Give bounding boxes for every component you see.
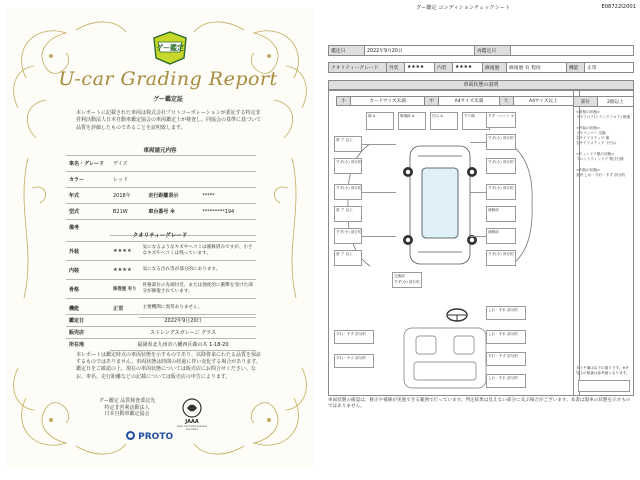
function-value: 正常 <box>110 299 139 318</box>
interior-label: 内装 <box>66 261 110 280</box>
table-row <box>66 188 256 204</box>
table-row <box>66 315 256 327</box>
table-row <box>337 97 574 106</box>
function-note: 主要機関に異常ありません。 <box>139 299 256 318</box>
damage-tag: すず(小) 部分的 <box>488 136 514 140</box>
sheet-id: E08722I2001 <box>601 4 636 10</box>
note-line: フロントウィンドウ 飛び石傷 <box>576 157 624 161</box>
goo-appraisal-logo <box>150 30 190 66</box>
leader-line <box>470 142 486 143</box>
right-notes <box>576 110 632 178</box>
damage-tag: しわ・すれ 部分的 <box>488 376 518 380</box>
damage-tag: すれ・すず 部分的 <box>488 354 518 358</box>
size-small-desc: カードサイズ未満 <box>351 97 425 106</box>
car-top-view-diagram <box>392 140 488 270</box>
leader-line <box>362 144 396 145</box>
note-line: リヤフロア(トランクフロア) 修復 <box>576 115 631 119</box>
interior-stars: ★★★★ <box>453 63 483 73</box>
leader-line <box>470 236 486 237</box>
function-label: 機能 <box>66 299 110 318</box>
damage-tag: すず(小) 部分的 <box>336 230 362 234</box>
date-table <box>328 45 634 56</box>
note-line: <外装の状態> <box>576 126 600 130</box>
certificate-footer-text: 本レポートは鑑定時点の車両状態を示すものであり、以降将来にわたる品質を保証するものではありません。車両状態は時間の経過に伴い変化する場合があります。鑑定日をご確認の上、現在の車両状態については販売店にお問合せください。なお、車名、走行距離などの記載については販売店の申告によります。 <box>76 352 262 380</box>
frame-value: 修復歴 有り <box>110 280 139 299</box>
reinspection-label: 再鑑定日 <box>475 46 511 56</box>
mileage-label: 走行距離表示 <box>145 188 199 204</box>
remarks-label: 備考 <box>66 220 110 236</box>
svg-text:グー鑑定: グー鑑定 <box>156 44 184 52</box>
chassis-label: 車台番号 ※ <box>145 204 199 220</box>
table-row <box>329 63 634 73</box>
table-row <box>329 46 634 56</box>
function-value: 正常 <box>585 63 634 73</box>
model-label: 型式 <box>66 204 110 220</box>
interior-label: 内装 <box>435 63 453 73</box>
table-row <box>66 339 256 351</box>
function-label: 機能 <box>567 63 585 73</box>
damage-tag: 交換部 <box>394 274 405 278</box>
table-row <box>66 280 256 299</box>
damage-tag: すず・ヘコミ 小 <box>488 114 515 118</box>
size-medium-desc: A4サイズ未満 <box>439 97 499 106</box>
leader-line <box>470 192 486 193</box>
frame-note: 骨格部位の先端付近、または強度的に衝撃を受けた部分が修復されています。 <box>139 280 256 299</box>
interior-stars: ★★★★ <box>110 261 139 280</box>
note-line: 室内 しわ・すれ・すず 部分的 <box>576 173 626 177</box>
quality-grade-table <box>66 241 256 318</box>
damage-tag: すり傷 <box>464 114 475 118</box>
jaaa-emblem <box>180 398 204 424</box>
damage-tag: しわ・すれ 部分的 <box>488 332 518 336</box>
proto-logo-text: PROTO <box>138 432 174 442</box>
note-line: リヤバンパー 交換 <box>576 131 606 135</box>
note-line: <骨格の状態> <box>576 110 600 114</box>
table-row <box>66 242 256 261</box>
certificate-subtitle: グー鑑定証 <box>152 96 183 103</box>
grade-table <box>328 62 634 73</box>
reinspection-value <box>511 46 634 56</box>
address-label: 所在地 <box>66 339 110 351</box>
repair-label: 修復歴 <box>483 63 507 73</box>
issuer-line: 日本自動車鑑定協会 <box>104 411 150 418</box>
inspection-date-value: 2022年9月20日 <box>110 315 256 327</box>
svg-text:JAAA: JAAA <box>185 419 199 424</box>
damage-tag: すず(小) 部分的 <box>394 280 420 284</box>
inspection-date-label: 鑑定日 <box>66 315 110 327</box>
quality-section-title: クオリティーグレード <box>132 233 188 239</box>
grade-label: クオリティーグレード <box>329 63 387 73</box>
leader-line <box>362 192 396 193</box>
color-value: レッド <box>110 172 256 188</box>
damage-tag: すれ・キズ 部分的 <box>336 356 366 360</box>
damage-tag: すず(小) 部分的 <box>336 186 362 190</box>
size-large-label: 大 <box>499 97 513 106</box>
leader-line <box>362 236 396 237</box>
size-medium-label: 中 <box>425 97 439 106</box>
damage-tag: すず(小) 部分的 <box>488 160 514 164</box>
exterior-label: 外装 <box>66 242 110 261</box>
table-row <box>66 156 256 172</box>
repair-value: 修復歴 有 程度 <box>507 63 567 73</box>
vehicle-name-label: 車名・グレード <box>66 156 110 172</box>
vehicle-name-value: デイズ <box>110 156 256 172</box>
damage-tag: 塗 ア 以上 <box>336 208 353 212</box>
note-line: 右サイドステップ 傷 <box>576 136 610 140</box>
steering-wheel-icon <box>446 308 468 322</box>
dealer-label: 販売店 <box>66 327 110 339</box>
proto-mark-icon <box>126 431 135 440</box>
interior-diagram <box>400 326 490 390</box>
count-label: 2個以上 <box>597 97 633 107</box>
size-large-desc: A4サイズ以上 <box>513 97 573 106</box>
damage-tag: すず(小) 部分的 <box>488 252 514 256</box>
damage-tag: しわ・すれ 部分的 <box>488 308 518 312</box>
mileage-value: ***** <box>199 188 256 204</box>
vehicle-section-title: 車両諸元内容 <box>143 148 177 154</box>
exterior-note: 気になるようなキズやヘコミは補修済みですが、小さなキズやヘコミは残っています。 <box>139 242 256 261</box>
model-value: B21W <box>110 204 145 220</box>
exterior-stars: ★★★★ <box>110 242 139 261</box>
damage-tag: すず(小) 部分的 <box>336 160 362 164</box>
color-label: カラー <box>66 172 110 188</box>
certificate-title: U-car Grading Report <box>58 68 278 90</box>
vehicle-spec-table <box>66 155 256 236</box>
damage-tag: 塗 ア 以上 <box>336 252 353 256</box>
frame-label: 骨格 <box>66 280 110 299</box>
dealer-value: ストレングスガレージ グラス <box>110 327 256 339</box>
exterior-stars: ★★★★ <box>405 63 435 73</box>
issuer-block <box>92 398 162 418</box>
damage-tag: すれ・すず 部分的 <box>336 332 366 336</box>
part-header-table <box>573 96 634 107</box>
table-row <box>66 327 256 339</box>
damage-tag: 修理跡 A <box>400 114 415 118</box>
year-label: 年式 <box>66 188 110 204</box>
tire-note: タイヤ溝は以下の通りです。※外見上の数値は参考値となります。 <box>576 366 630 375</box>
damage-tag: 補修部 <box>488 230 499 234</box>
damage-tag: すず(小) 部分的 <box>488 186 514 190</box>
note-line: <内装の状態> <box>576 168 600 172</box>
issuer-line: グー鑑定 品質検査委託先 <box>98 398 156 404</box>
damage-tag: 傷 A <box>368 114 376 118</box>
table-row <box>574 97 634 107</box>
condition-sheet-title: グー鑑定 コンディションチェックシート <box>415 5 511 11</box>
sheet-bottom-note: 車両状態の確認は、修正や補修が実施できる範囲で行っています。判定結果は見えない部分に及ぶ場合がございます。本書は現車の状態を示すものではありません。 <box>328 398 631 410</box>
shop-info-table <box>66 314 256 351</box>
table-row <box>66 172 256 188</box>
damage-tag: 補修部 <box>488 208 499 212</box>
proto-logo <box>126 431 196 442</box>
inspection-date-label: 鑑定日 <box>329 46 365 56</box>
vehicle-state-header: 車両状態の説明 <box>328 80 634 90</box>
interior-note: 気になる汚れ等が部分的にあります。 <box>139 261 256 280</box>
tire-box <box>578 380 630 392</box>
year-value: 2018年 <box>110 188 145 204</box>
table-row <box>66 204 256 220</box>
note-line: 右サイドステップ 下凹み <box>576 141 617 145</box>
size-small-label: 小 <box>337 97 351 106</box>
damage-tag: 塗 ア 以上 <box>336 138 353 142</box>
note-line: <ウィンドウ類の状態> <box>576 152 615 156</box>
damage-size-legend <box>336 96 574 106</box>
damage-tag: 凹み A <box>432 114 443 118</box>
chassis-value: *********194 <box>199 204 256 220</box>
exterior-label: 外装 <box>387 63 405 73</box>
certificate-intro-text: 本レポートに記載された車両は株式会社プロトコーポレーションが委託する特定非営利活動法人日本自動車鑑定協会の車両鑑定士が検査し、同協会の基準に基づいて品質を評価したものであることを証明致します。 <box>76 110 262 131</box>
issuer-line: 特定非営利活動法人 <box>104 404 150 411</box>
inspection-date-value: 2022年9月20日 <box>365 46 475 56</box>
jaaa-caption: Japan Automobile Appraisal Association <box>176 425 208 431</box>
table-row <box>66 261 256 280</box>
address-value: 福岡県北九州市八幡西区森の木 1-18-20 <box>110 339 256 351</box>
part-label: 部位 <box>574 97 598 107</box>
